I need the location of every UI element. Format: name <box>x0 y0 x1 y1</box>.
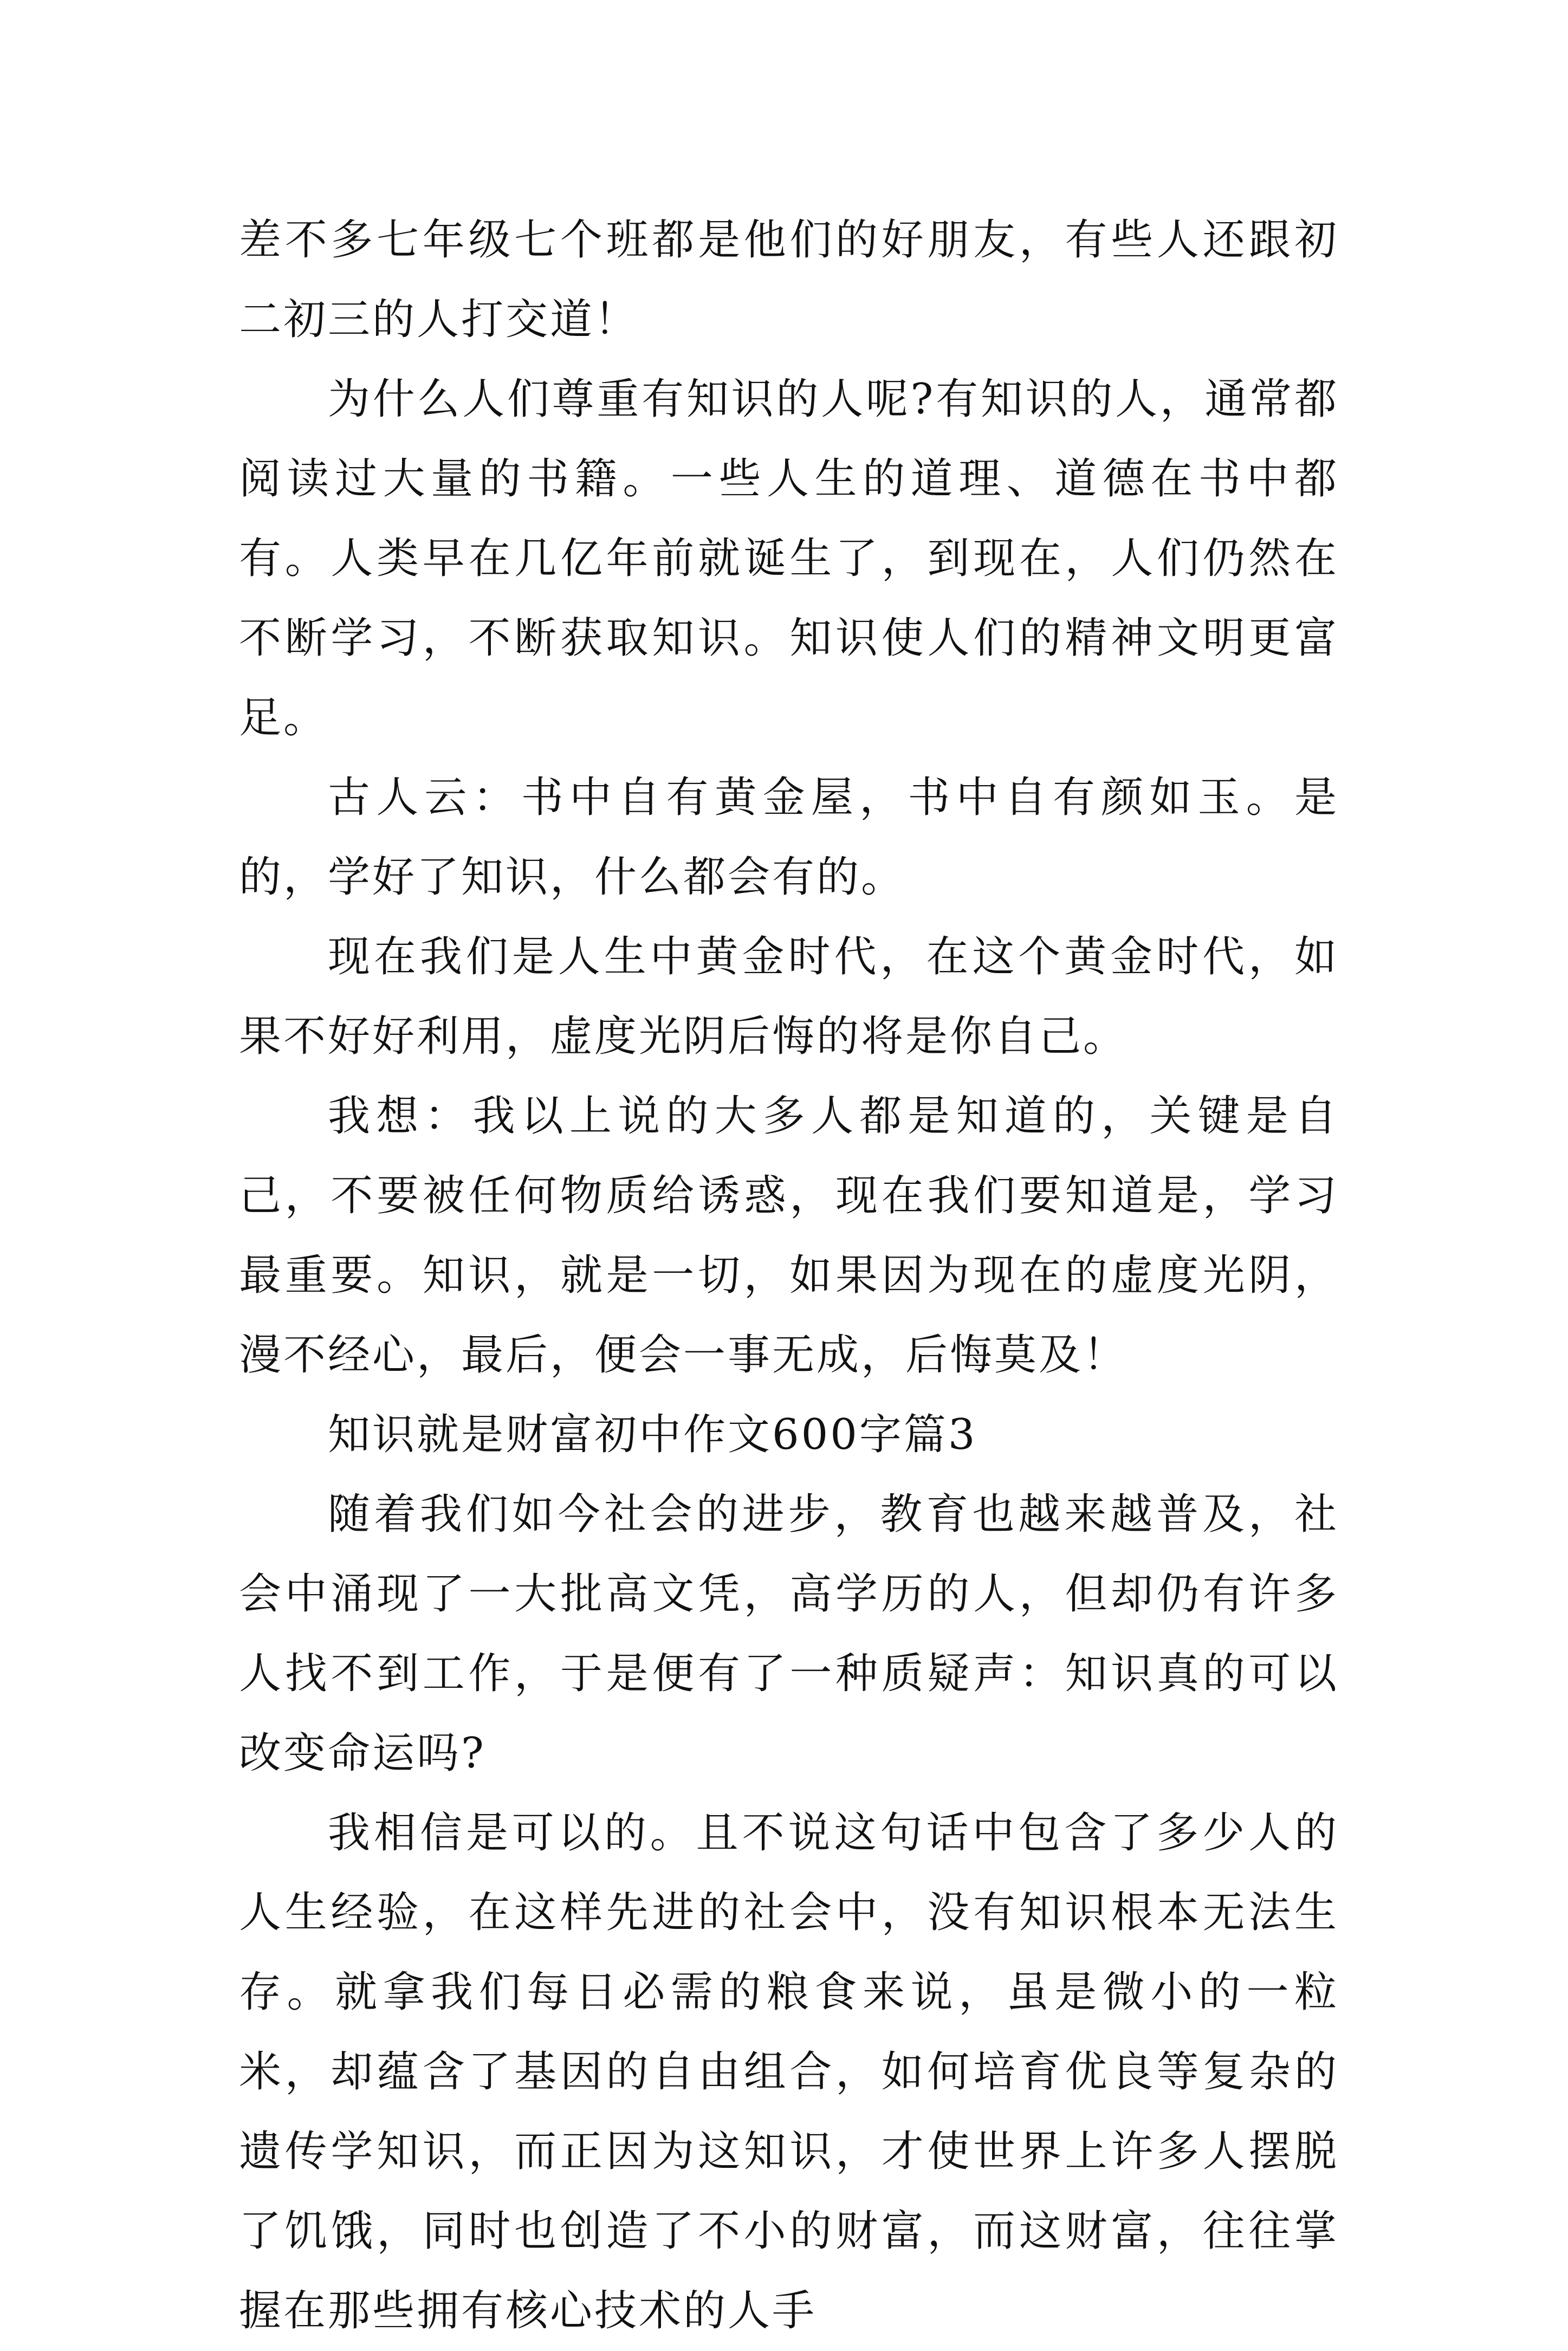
section-heading: 知识就是财富初中作文600字篇3 <box>328 1410 977 1459</box>
paragraph-7: 我相信是可以的。且不说这句话中包含了多少人的人生经验，在这样先进的社会中，没有知识根本无法生存。就拿我们每日必需的粮食来说，虽是微小的一粒米，却蕴含了基因的自由组合，如何培育优良等复杂的遗传学知识，而正因为这知识，才使世界上许多人摆脱了饥饿，同时也创造了不小的财富，而这财富，往往掌握在那些拥有核心技术的人手 <box>239 1809 1339 2335</box>
document-body <box>239 200 1339 2351</box>
paragraph-6: 随着我们如今社会的进步，教育也越来越普及，社会中涌现了一大批高文凭，高学历的人，但却仍有许多人找不到工作，于是便有了一种质疑声：知识真的可以改变命运吗? <box>239 1490 1339 1778</box>
paragraph-3: 古人云：书中自有黄金屋，书中自有颜如玉。是的，学好了知识，什么都会有的。 <box>239 773 1339 902</box>
paragraph-5: 我想：我以上说的大多人都是知道的，关键是自己，不要被任何物质给诱惑，现在我们要知道是，学习最重要。知识，就是一切，如果因为现在的虚度光阴，漫不经心，最后，便会一事无成，后悔莫及！ <box>239 1092 1339 1379</box>
paragraph-1: 差不多七年级七个班都是他们的好朋友，有些人还跟初二初三的人打交道！ <box>239 216 1339 344</box>
paragraph-4: 现在我们是人生中黄金时代，在这个黄金时代，如果不好好利用，虚度光阴后悔的将是你自己。 <box>239 932 1339 1061</box>
paragraph-2: 为什么人们尊重有知识的人呢?有知识的人，通常都阅读过大量的书籍。一些人生的道理、道德在书中都有。人类早在几亿年前就诞生了，到现在，人们仍然在不断学习，不断获取知识。知识使人们的精神文明更富足。 <box>239 375 1339 742</box>
